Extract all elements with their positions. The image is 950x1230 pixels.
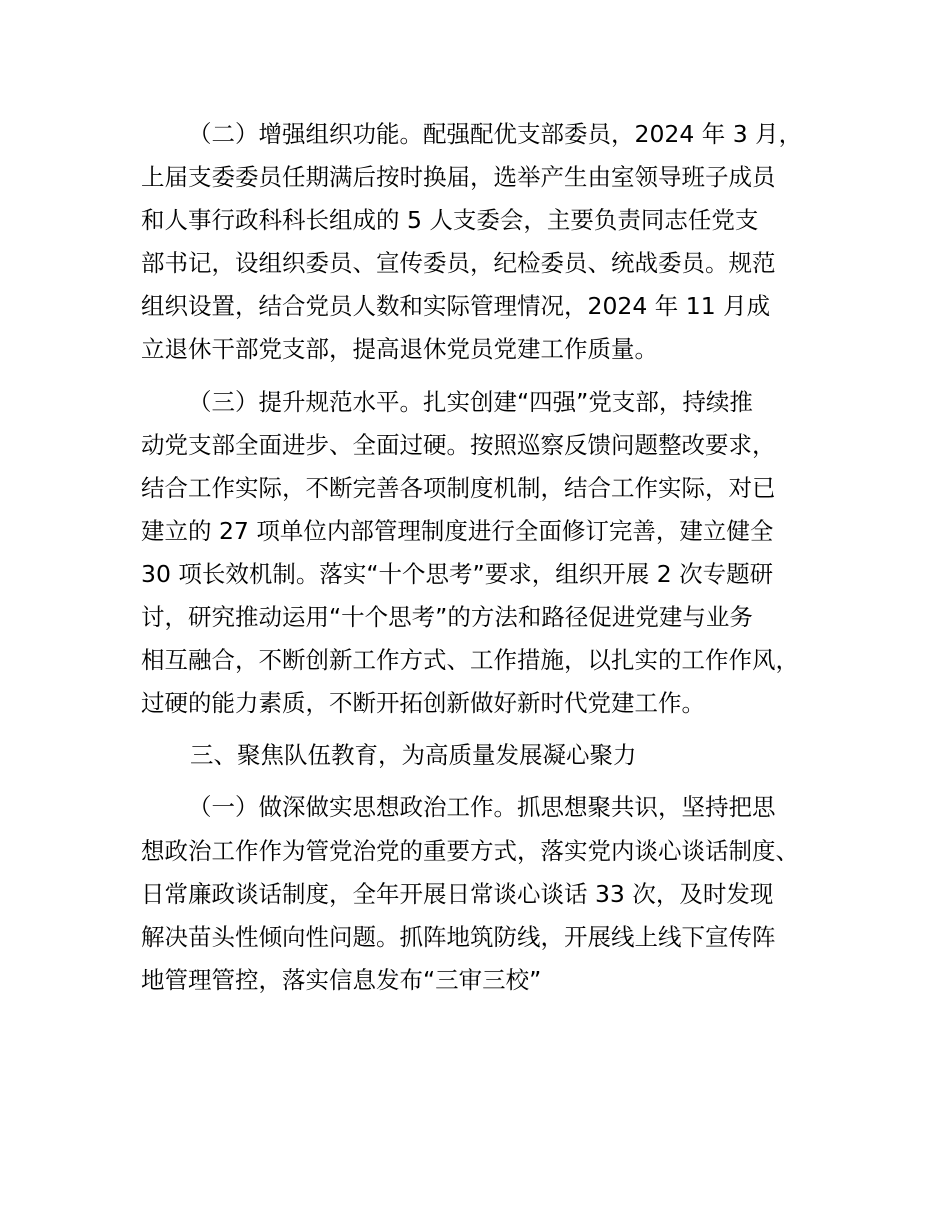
text-line: 建立的 27 项单位内部管理制度进行全面修订完善，建立健全 <box>141 516 774 545</box>
text-line: （三）提升规范水平。扎实创建“四强”党支部，持续推 <box>188 387 753 416</box>
text-line: 立退休干部党支部，提高退休党员党建工作质量。 <box>141 335 658 364</box>
text-line: 想政治工作作为管党治党的重要方式，落实党内谈心谈话制度、 <box>141 836 799 865</box>
text-line: 和人事行政科科长组成的 5 人支委会，主要负责同志任党支 <box>141 206 759 235</box>
document-body <box>141 113 841 1011</box>
text-line: 解决苗头性倾向性问题。抓阵地筑防线，开展线上线下宣传阵 <box>141 922 776 951</box>
section-heading-text: 三、聚焦队伍教育，为高质量发展凝心聚力 <box>190 741 637 770</box>
text-line: 部书记，设组织委员、宣传委员，纪检委员、统战委员。规范 <box>141 249 776 278</box>
text-line: （一）做深做实思想政治工作。抓思想聚共识，坚持把思 <box>188 793 776 822</box>
paragraph-standardization-level <box>141 381 841 726</box>
text-line: 地管理管控，落实信息发布“三审三校” <box>141 965 542 994</box>
text-line: 结合工作实际，不断完善各项制度机制，结合工作实际，对已 <box>141 473 776 502</box>
text-line: 30 项长效机制。落实“十个思考”要求，组织开展 2 次专题研 <box>141 559 774 588</box>
text-line: 动党支部全面进步、全面过硬。按照巡察反馈问题整改要求， <box>141 430 776 459</box>
text-line: 相互融合，不断创新工作方式、工作措施，以扎实的工作作风， <box>141 646 799 675</box>
text-line: （二）增强组织功能。配强配优支部委员，2024 年 3 月， <box>188 120 803 148</box>
text-line: 日常廉政谈话制度，全年开展日常谈心谈话 33 次，及时发现 <box>141 879 774 908</box>
section-heading <box>141 734 841 777</box>
text-line: 组织设置，结合党员人数和实际管理情况，2024 年 11 月成 <box>141 292 771 321</box>
text-line: 上届支委委员任期满后按时换届，选举产生由室领导班子成员 <box>141 163 776 192</box>
paragraph-organization-function <box>141 113 841 372</box>
paragraph-ideological-work <box>141 786 841 1001</box>
text-line: 过硬的能力素质，不断开拓创新做好新时代党建工作。 <box>141 689 705 718</box>
text-line: 讨，研究推动运用“十个思考”的方法和路径促进党建与业务 <box>141 603 753 632</box>
